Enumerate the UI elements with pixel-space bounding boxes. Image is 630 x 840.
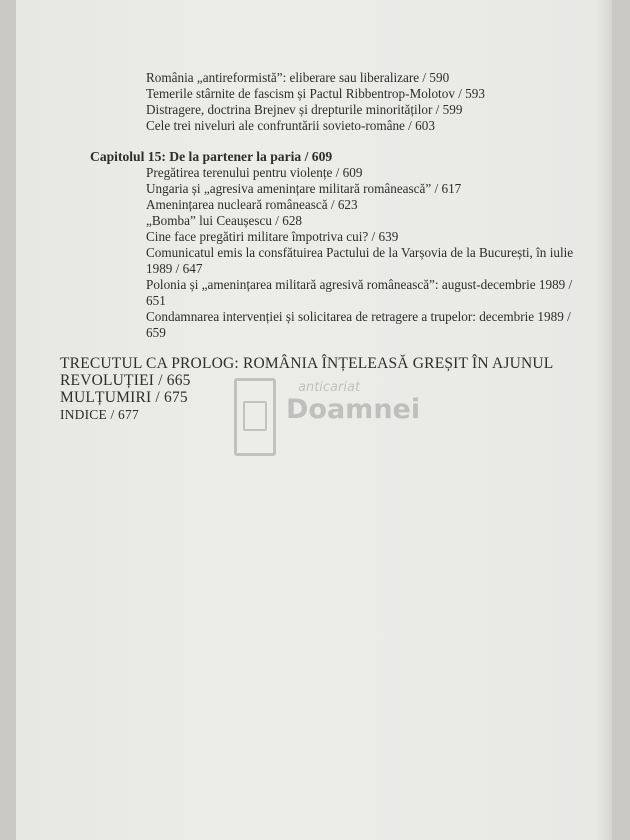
chapter-heading: Capitolul 15: De la partener la paria / 609 — [90, 149, 333, 164]
toc-entry: Polonia și „amenințarea militară agresivă românească”: august-decembrie 1989 / 651 — [146, 277, 573, 308]
toc-entry: Pregătirea terenului pentru violențe / 609 — [146, 165, 363, 180]
watermark-small-text: anticariat — [298, 380, 361, 395]
toc-entry: Distragere, doctrina Brejnev și drepturile minorităților / 599 — [146, 102, 463, 117]
watermark-big-text: Doamnei — [286, 394, 421, 425]
acknowledgements-entry: MULȚUMIRI / 675 — [60, 389, 188, 406]
book-page — [16, 0, 612, 840]
page-edge-shadow — [594, 0, 612, 840]
toc-entry: „Bomba” lui Ceaușescu / 628 — [146, 213, 303, 228]
toc-entry: Ungaria și „agresiva amenințare militară românească” / 617 — [146, 181, 462, 196]
watermark-logo — [234, 372, 424, 462]
bookshop-logo-icon — [234, 378, 276, 456]
toc-entry: Cele trei niveluri ale confruntării sovieto-române / 603 — [146, 118, 435, 133]
toc-entry: Comunicatul emis la consfătuirea Pactului de la Varșovia de la București, în iulie 1989 / 647 — [146, 245, 574, 276]
toc-entry: Condamnarea intervenției și solicitarea de retragere a trupelor: decembrie 1989 / 659 — [146, 309, 571, 340]
prolog-entry: TRECUTUL CA PROLOG: ROMÂNIA ÎNȚELEASĂ GREȘIT ÎN AJUNUL REVOLUȚIEI / 665 — [60, 355, 553, 389]
index-entry: INDICE / 677 — [60, 407, 139, 422]
toc-entry: Cine face pregătiri militare împotriva cui? / 639 — [146, 229, 399, 244]
toc-entry: România „antireformistă”: eliberare sau liberalizare / 590 — [146, 70, 450, 85]
toc-entry: Temerile stârnite de fascism și Pactul Ribbentrop-Molotov / 593 — [146, 86, 485, 101]
toc-entry: Amenințarea nucleară românească / 623 — [146, 197, 358, 212]
